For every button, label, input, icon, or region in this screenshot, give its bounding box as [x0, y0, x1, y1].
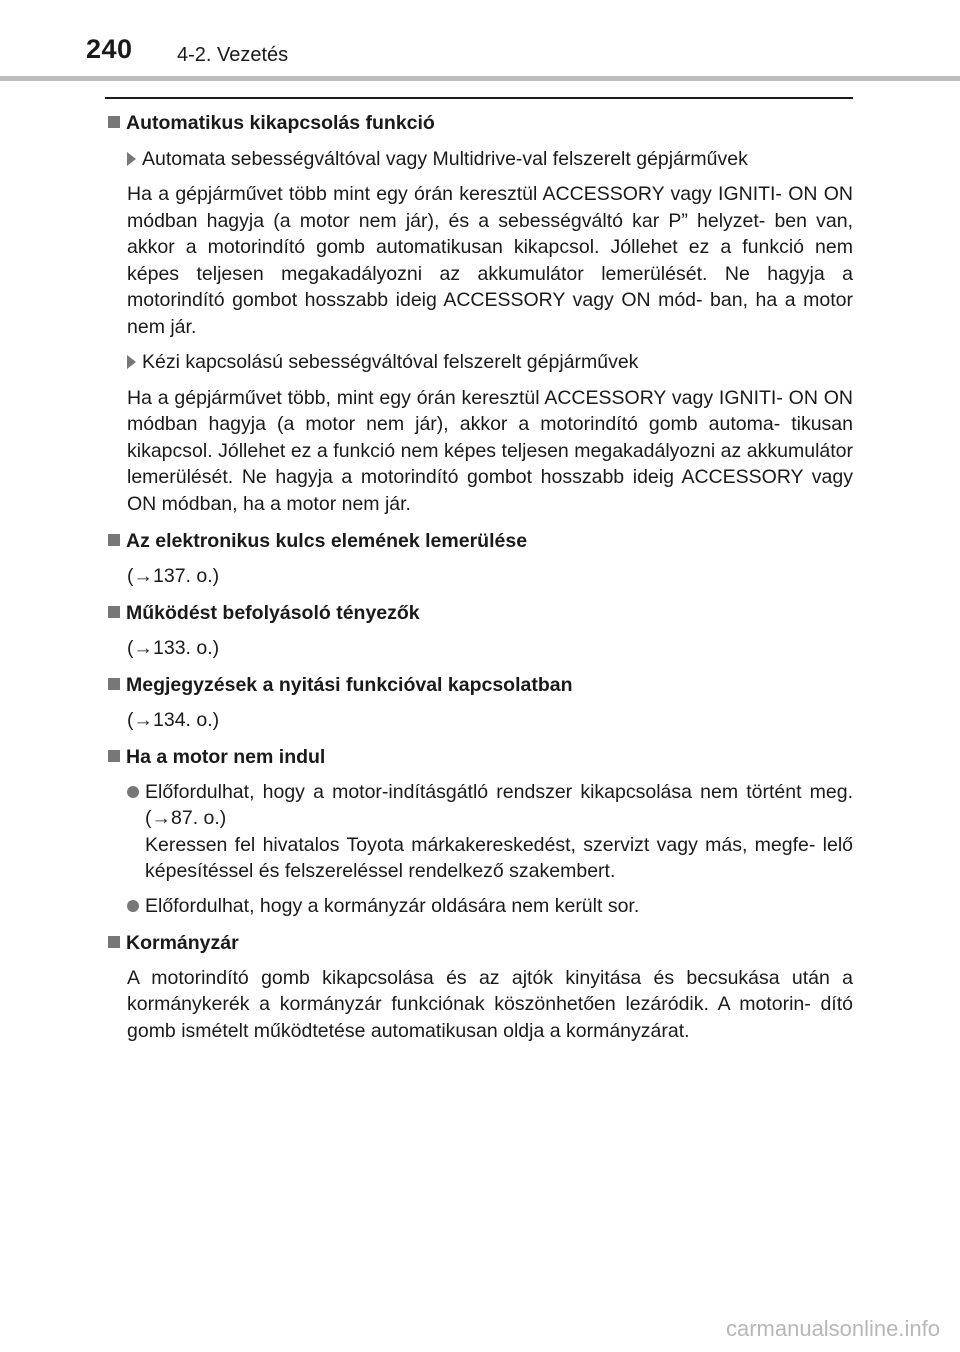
arrow-icon: →: [133, 564, 153, 587]
heading-factors: [108, 600, 853, 627]
triangle-bullet-icon: [127, 355, 136, 369]
heading-steering-lock: [108, 930, 853, 957]
round-bullet-icon: [127, 900, 139, 912]
heading-text: Kormányzár: [126, 932, 239, 954]
paragraph-steering-lock: A motorindító gomb kikapcsolása és az ajtók kinyitása és becsukása után a kormánykerék a kormányzár funkciónak köszönhetően lezáródik. A motorin- dító gomb ismételt működtetése automatikusan oldja a kormányzárat.: [127, 966, 853, 1042]
paragraph-automatic: Ha a gépjárművet több mint egy órán keresztül ACCESSORY vagy IGNITI- ON ON módban hagyja (a motor nem jár), és a sebességváltó kar P” helyzet- ben van, akkor a motorindító gomb automatikusan kikapcsol. Jóllehet ez a funkció nem képes teljesen megakadályozni az akkumulátor lemerülését. Ne hagyja a motorindító gombot hosszabb ideig ACCESSORY vagy ON mód- ban, ha a motor nem jár.: [127, 183, 853, 338]
square-bullet-icon: [108, 606, 120, 618]
subheading-automatic: [127, 146, 853, 173]
square-bullet-icon: [108, 936, 120, 948]
heading-notes: [108, 672, 853, 699]
page-number: 240: [86, 34, 133, 64]
heading-auto-off: [108, 110, 853, 137]
heading-key-battery: [108, 528, 853, 555]
watermark: carmanualsonline.info: [725, 1316, 940, 1341]
arrow-icon: →: [133, 708, 153, 731]
section-title: 4-2. Vezetés: [177, 44, 289, 66]
square-bullet-icon: [108, 678, 120, 690]
subheading-text: Kézi kapcsolású sebességváltóval felszerelt gépjárművek: [142, 351, 639, 373]
page-header: [0, 0, 960, 80]
heading-text: Működést befolyásoló tényezők: [126, 602, 420, 624]
content-top-rule: [105, 97, 853, 99]
heading-text: Az elektronikus kulcs elemének lemerülése: [126, 530, 528, 552]
subheading-manual: [127, 349, 853, 376]
page-reference: (→133. o.): [127, 636, 220, 659]
list-item: Előfordulhat, hogy a kormányzár oldására nem került sor.: [127, 893, 853, 920]
page-reference: (→137. o.): [127, 564, 220, 587]
list-item: Előfordulhat, hogy a motor-indításgátló rendszer kikapcsolása nem történt meg. (→87. o.) Keressen fel hivatalos Toyota márkakereskedést, szervizt vagy más, megfe- lelő képesítéssel és felszereléssel rendelkező szakembert.: [127, 779, 853, 885]
heading-text: Ha a motor nem indul: [126, 746, 326, 768]
arrow-icon: →: [151, 807, 171, 829]
square-bullet-icon: [108, 750, 120, 762]
heading-text: Megjegyzések a nyitási funkcióval kapcsolatban: [126, 674, 573, 696]
heading-no-start: [108, 744, 853, 771]
square-bullet-icon: [108, 116, 120, 128]
square-bullet-icon: [108, 534, 120, 546]
header-rule: [0, 76, 960, 81]
triangle-bullet-icon: [127, 152, 136, 166]
page-reference: (→134. o.): [127, 708, 220, 731]
page-content: [108, 110, 853, 1044]
round-bullet-icon: [127, 786, 139, 798]
arrow-icon: →: [133, 636, 153, 659]
heading-text: Automatikus kikapcsolás funkció: [126, 112, 435, 134]
paragraph-manual: Ha a gépjárművet több, mint egy órán keresztül ACCESSORY vagy IGNITI- ON ON módban hagyja (a motor nem jár), akkor a motorindító gomb automa- tikusan kikapcsol. Jóllehet ez a funkció nem képes teljesen megakadályozni az akkumulátor lemerülését. Ne hagyja a motorindító gombot hosszabb ideig ACCESSORY vagy ON módban, ha a motor nem jár.: [127, 386, 853, 515]
subheading-text: Automata sebességváltóval vagy Multidrive-val felszerelt gépjárművek: [142, 147, 748, 170]
